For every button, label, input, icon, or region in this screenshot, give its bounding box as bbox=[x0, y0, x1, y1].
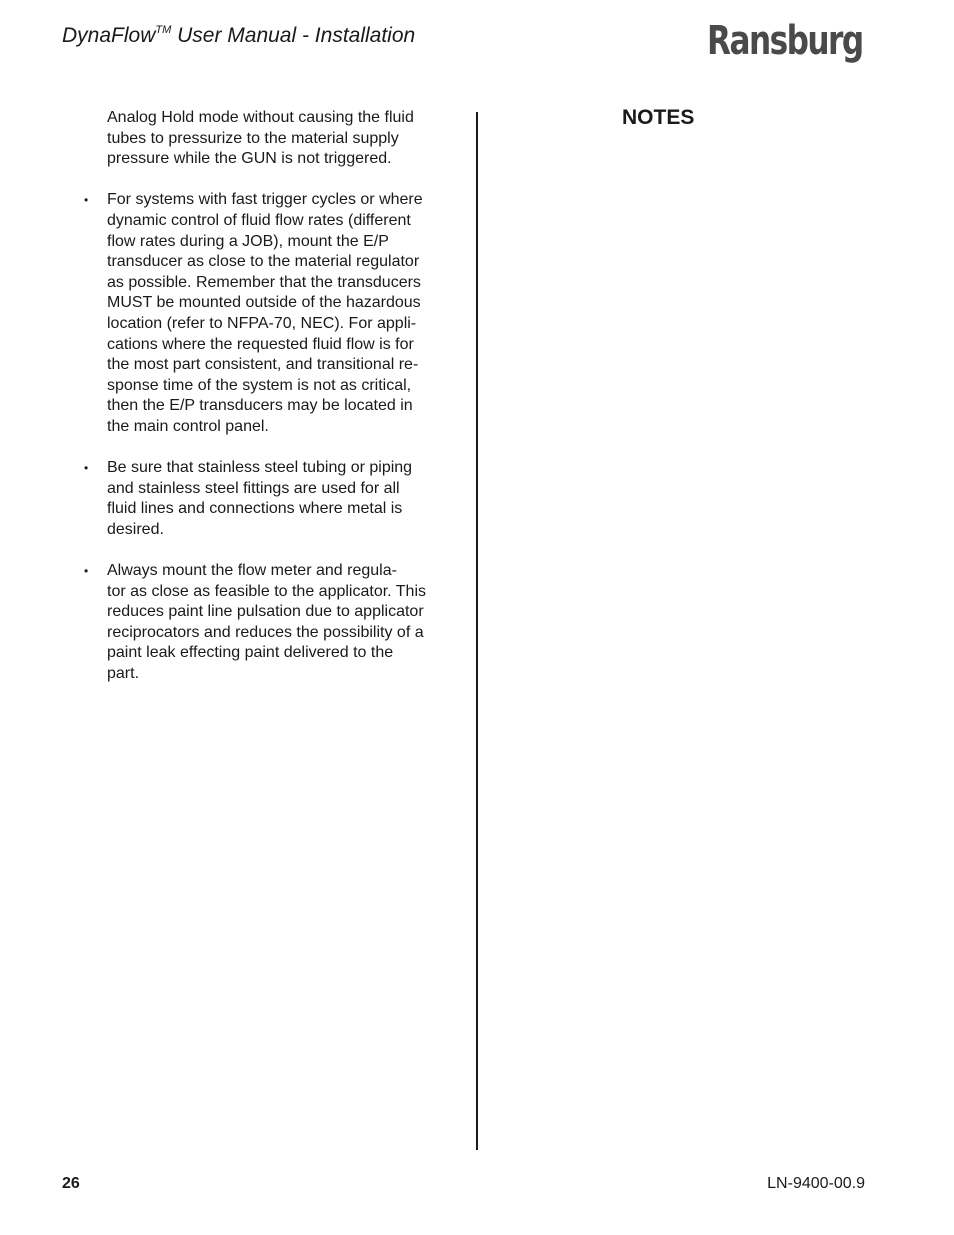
text-line: reduces paint line pulsation due to applicator bbox=[107, 603, 424, 621]
text-line: cations where the requested fluid flow is for bbox=[107, 335, 414, 353]
text-line: the most part consistent, and transitional re- bbox=[107, 356, 419, 374]
bullet-item bbox=[84, 458, 454, 540]
continuation-paragraph bbox=[84, 108, 454, 170]
text-line: For systems with fast trigger cycles or where bbox=[107, 191, 423, 209]
product-name: DynaFlow bbox=[62, 24, 156, 47]
bullet-item bbox=[84, 561, 454, 685]
text-line: then the E/P transducers may be located in bbox=[107, 397, 413, 415]
text-line: and stainless steel fittings are used for all bbox=[107, 479, 400, 497]
ransburg-logo: Ransburg bbox=[707, 18, 863, 64]
left-text-column bbox=[84, 108, 454, 705]
text-line: sponse time of the system is not as critical, bbox=[107, 376, 412, 394]
column-divider bbox=[476, 112, 478, 1150]
text-line: transducer as close to the material regulator bbox=[107, 253, 420, 271]
text-line: paint leak effecting paint delivered to the bbox=[107, 644, 394, 662]
text-line: fluid lines and connections where metal is bbox=[107, 500, 403, 518]
text-line: MUST be mounted outside of the hazardous bbox=[107, 294, 421, 312]
document-number: LN-9400-00.9 bbox=[767, 1175, 865, 1192]
bullet-icon: • bbox=[84, 564, 89, 579]
text-line: the main control panel. bbox=[107, 417, 269, 435]
notes-heading: NOTES bbox=[622, 106, 695, 129]
text-line: Be sure that stainless steel tubing or piping bbox=[107, 459, 413, 477]
bullet-item bbox=[84, 190, 454, 437]
text-line: Always mount the flow meter and regula- bbox=[107, 562, 397, 580]
text-line: reciprocators and reduces the possibility of a bbox=[107, 623, 424, 641]
text-line: tubes to pressurize to the material supply bbox=[107, 129, 399, 147]
text-line: pressure while the GUN is not triggered. bbox=[107, 150, 392, 168]
text-line: part. bbox=[107, 665, 140, 683]
bullet-icon: • bbox=[84, 193, 89, 208]
text-line: desired. bbox=[107, 520, 164, 538]
manual-section-title: User Manual - Installation bbox=[171, 24, 416, 47]
trademark-mark: TM bbox=[155, 24, 172, 36]
text-line: tor as close as feasible to the applicator. This bbox=[107, 582, 426, 600]
manual-title bbox=[62, 24, 415, 48]
page-number: 26 bbox=[62, 1175, 80, 1192]
text-line: dynamic control of fluid flow rates (different bbox=[107, 211, 411, 229]
text-line: Analog Hold mode without causing the fluid bbox=[107, 109, 414, 126]
bullet-icon: • bbox=[84, 461, 89, 476]
text-line: flow rates during a JOB), mount the E/P bbox=[107, 232, 389, 250]
text-line: location (refer to NFPA-70, NEC). For appli- bbox=[107, 314, 417, 332]
text-line: as possible. Remember that the transducers bbox=[107, 273, 421, 291]
